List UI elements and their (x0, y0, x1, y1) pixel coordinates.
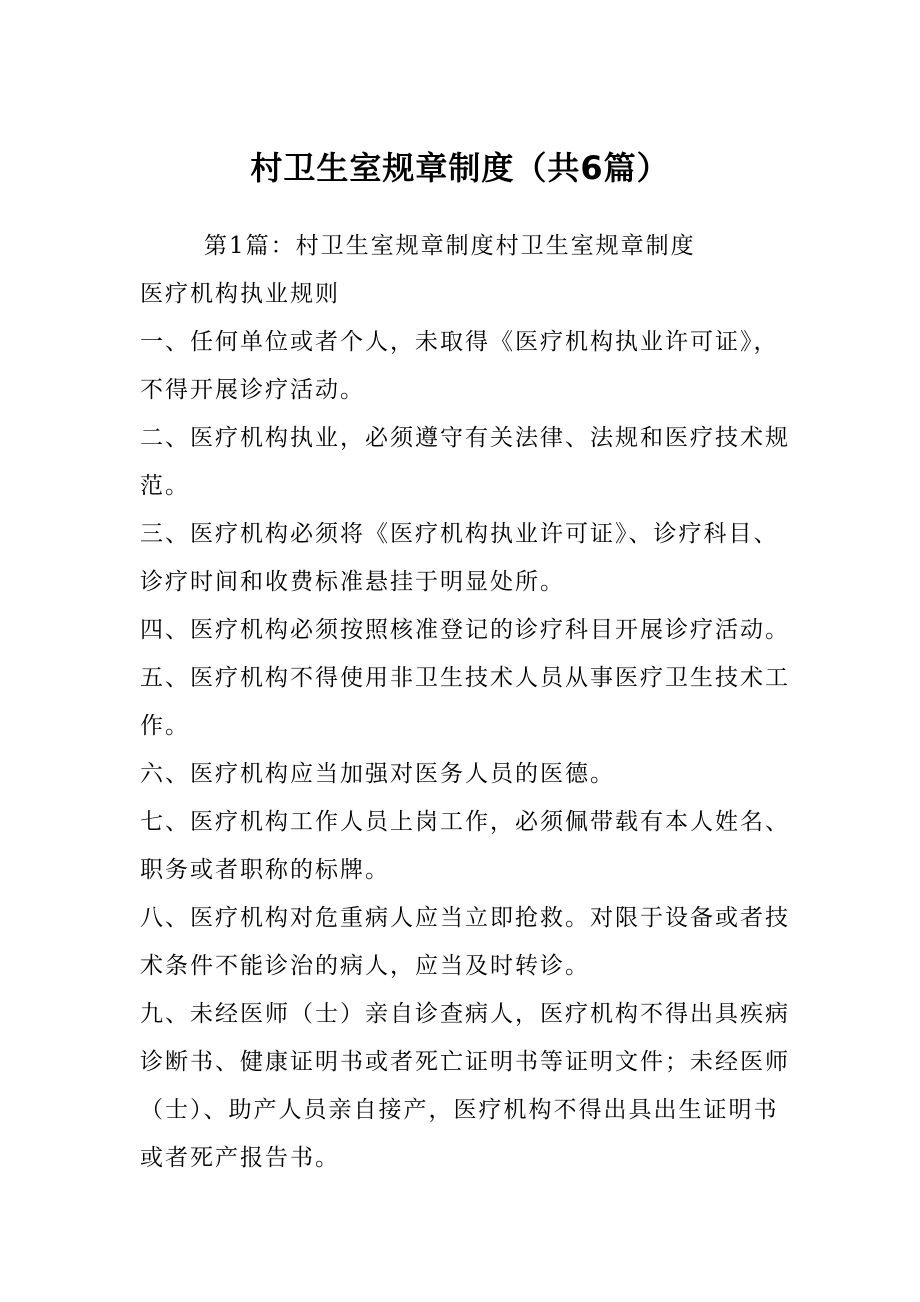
text-line: 医疗机构执业规则 (140, 281, 340, 307)
text-line: 诊疗时间和收费标准悬挂于明显处所。 (140, 569, 565, 595)
text-line: 三、医疗机构必须将《医疗机构执业许可证》、诊疗科目、 (140, 521, 779, 547)
text-line: 作。 (140, 713, 190, 739)
document-body (140, 222, 800, 1182)
text-line: 六、医疗机构应当加强对医务人员的医德。 (140, 761, 615, 787)
text-line: 不得开展诊疗活动。 (140, 377, 365, 403)
text-line: 诊断书、健康证明书或者死亡证明书等证明文件；未经医师 (140, 1049, 790, 1075)
text-line: 八、医疗机构对危重病人应当立即抢救。对限于设备或者技 (140, 905, 790, 931)
text-line: （士）、助产人员亲自接产，医疗机构不得出具出生证明书 (140, 1097, 779, 1123)
text-line: 范。 (140, 473, 190, 499)
text-line: 五、医疗机构不得使用非卫生技术人员从事医疗卫生技术工 (140, 665, 790, 691)
text-line: 职务或者职称的标牌。 (140, 857, 390, 883)
text-line: 二、医疗机构执业，必须遵守有关法律、法规和医疗技术规 (140, 425, 790, 451)
text-line: 九、未经医师（士）亲自诊查病人，医疗机构不得出具疾病 (140, 1001, 790, 1027)
text-line: 七、医疗机构工作人员上岗工作，必须佩带载有本人姓名、 (140, 809, 790, 835)
text-line: 或者死产报告书。 (140, 1145, 340, 1171)
document-subtitle: 第1篇：村卫生室规章制度村卫生室规章制度 (204, 233, 696, 259)
text-line: 一、任何单位或者个人，未取得《医疗机构执业许可证》， (140, 329, 779, 355)
text-line: 术条件不能诊治的病人，应当及时转诊。 (140, 953, 590, 979)
text-line: 四、医疗机构必须按照核准登记的诊疗科目开展诊疗活动。 (140, 617, 790, 643)
document-title: 村卫生室规章制度（共6篇） (250, 149, 670, 187)
